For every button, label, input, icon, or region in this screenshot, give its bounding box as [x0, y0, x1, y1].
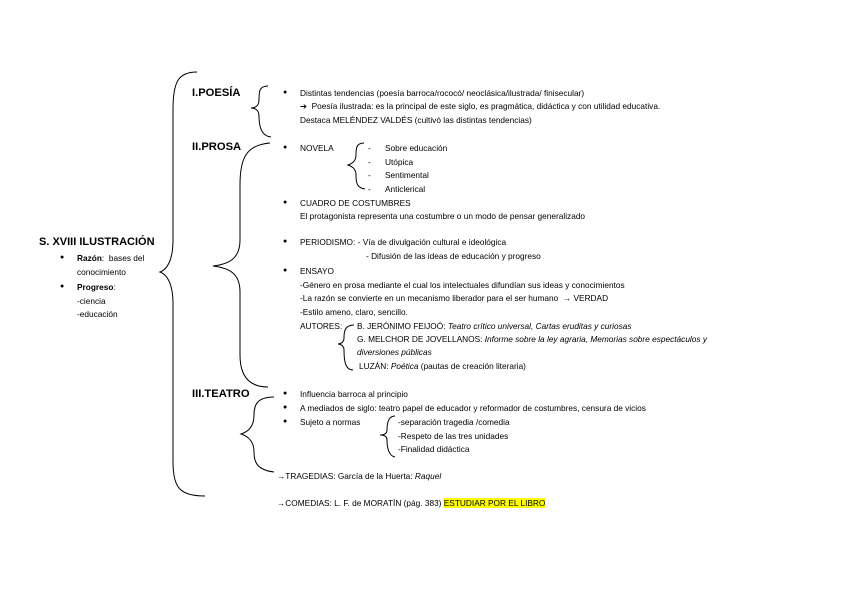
comedias-label: COMEDIAS: L. F. de MORATÍN (pág. 383) — [285, 498, 442, 508]
novela-type: Sobre educación — [385, 143, 448, 153]
bullet-icon: ● — [283, 267, 288, 274]
progreso-label: Progreso — [77, 282, 114, 292]
novela-brace — [348, 143, 365, 189]
autor-name: B. JERÓNIMO FEIJOÓ: — [357, 321, 448, 331]
autor-works-continued — [357, 347, 432, 357]
ensayo-line: -La razón se convierte en un mecanismo liberador para el ser humano — [300, 293, 559, 303]
prosa-heading: II.PROSA — [192, 141, 242, 153]
novela-type: Sentimental — [385, 170, 429, 180]
teatro-sujeto: Sujeto a normas — [300, 417, 361, 427]
poesia-arrow-row — [300, 101, 660, 111]
autor-note: (pautas de creación literaria) — [418, 361, 526, 371]
periodismo-line2: - Difusión de las ideas de educación y progreso — [366, 251, 541, 261]
arrow-icon: ➔ — [300, 101, 307, 111]
periodismo-label: PERIODISMO: - Vía de divulgación cultural e ideológica — [300, 237, 507, 247]
bullet-icon: ● — [283, 418, 288, 425]
ensayo-razon-row — [300, 293, 608, 303]
poesia-line3: Destaca MELÉNDEZ VALDÉS (cultivó las distintas tendencias) — [300, 115, 532, 125]
root-title: S. XVIII ILUSTRACIÓN — [39, 236, 155, 248]
arrow-icon: → — [277, 498, 286, 508]
bullet-icon: ● — [283, 199, 288, 206]
autor-jovellanos — [357, 334, 707, 344]
tragedias-row — [277, 471, 441, 481]
razon-item: Razón: bases del — [77, 253, 145, 263]
ensayo-label: ENSAYO — [300, 266, 334, 276]
razon-text-1: bases del — [108, 253, 145, 263]
norma-item: -Respeto de las tres unidades — [398, 431, 509, 441]
bullet-icon: ● — [283, 89, 288, 96]
autor-works: Poética — [390, 361, 419, 371]
autor-name: G. MELCHOR DE JOVELLANOS: — [357, 334, 485, 344]
bullet-icon: ● — [60, 254, 65, 261]
poesia-heading: I.POESÍA — [192, 87, 241, 99]
ensayo-verdad: VERDAD — [573, 293, 609, 303]
arrow-icon: → — [562, 293, 572, 303]
main-brace — [160, 72, 205, 496]
razon-text-2: conocimiento — [77, 267, 126, 277]
bullet-icon: ● — [283, 144, 288, 151]
ensayo-line: -Género en prosa mediante el cual los intelectuales difundían sus ideas y conocimientos — [300, 280, 625, 290]
normas-brace — [380, 416, 395, 457]
poesia-line1: Distintas tendencias (poesía barroca/rococó/ neoclásica/ilustrada/ finisecular) — [300, 88, 585, 98]
costumbres-label: CUADRO DE COSTUMBRES — [300, 198, 411, 208]
ensayo-line: -Estilo ameno, claro, sencillo. — [300, 307, 408, 317]
arrow-icon: → — [277, 471, 286, 481]
novela-type: Anticlerical — [385, 184, 426, 194]
norma-item: -Finalidad didáctica — [398, 444, 470, 454]
novela-dash: - — [368, 143, 371, 153]
novela-type: Utópica — [385, 157, 414, 167]
autor-works: Teatro crítico universal, Cartas eruditas y curiosas — [447, 321, 632, 331]
poesia-arrow-line: Poesía ilustrada: es la principal de este siglo, es pragmática, didáctica y con utilidad educativa. — [311, 101, 661, 111]
bullet-icon: ● — [283, 238, 288, 245]
autor-luzan — [359, 361, 526, 371]
bullet-icon: ● — [60, 283, 65, 290]
novela-dash: - — [368, 184, 371, 194]
progreso-ciencia: -ciencia — [77, 296, 106, 306]
novela-dash: - — [368, 170, 371, 180]
teatro-brace — [241, 397, 274, 472]
poesia-brace — [251, 86, 271, 137]
autor-works: diversiones públicas — [357, 347, 432, 357]
autor-name: LUZÁN: — [359, 361, 391, 371]
prosa-brace — [213, 143, 270, 387]
bullet-icon: ● — [283, 404, 288, 411]
novela-dash: - — [368, 157, 371, 167]
progreso-item: Progreso: — [77, 282, 116, 292]
progreso-educacion: -educación — [77, 309, 118, 319]
teatro-line2: A mediados de siglo: teatro papel de educador y reformador de costumbres, censura de vicios — [300, 403, 646, 413]
bullet-icon: ● — [283, 390, 288, 397]
novela-label: NOVELA — [300, 143, 334, 153]
teatro-heading: III.TEATRO — [192, 388, 250, 400]
autores-brace — [338, 325, 354, 370]
teatro-line1: Influencia barroca al principio — [300, 389, 408, 399]
comedias-row — [277, 498, 545, 508]
autor-feijoo — [357, 321, 632, 331]
autores-label: AUTORES: — [300, 321, 343, 331]
comedias-highlight: ESTUDIAR POR EL LIBRO — [443, 498, 546, 508]
costumbres-desc: El protagonista representa una costumbre o un modo de pensar generalizado — [300, 211, 586, 221]
tragedias-work: Raquel — [414, 471, 442, 481]
autor-works: Informe sobre la ley agraria, Memorias sobre espectáculos y — [484, 334, 707, 344]
norma-item: -separación tragedia /comedia — [398, 417, 510, 427]
razon-label: Razón — [77, 253, 102, 263]
tragedias-label: TRAGEDIAS: García de la Huerta: — [285, 471, 415, 481]
